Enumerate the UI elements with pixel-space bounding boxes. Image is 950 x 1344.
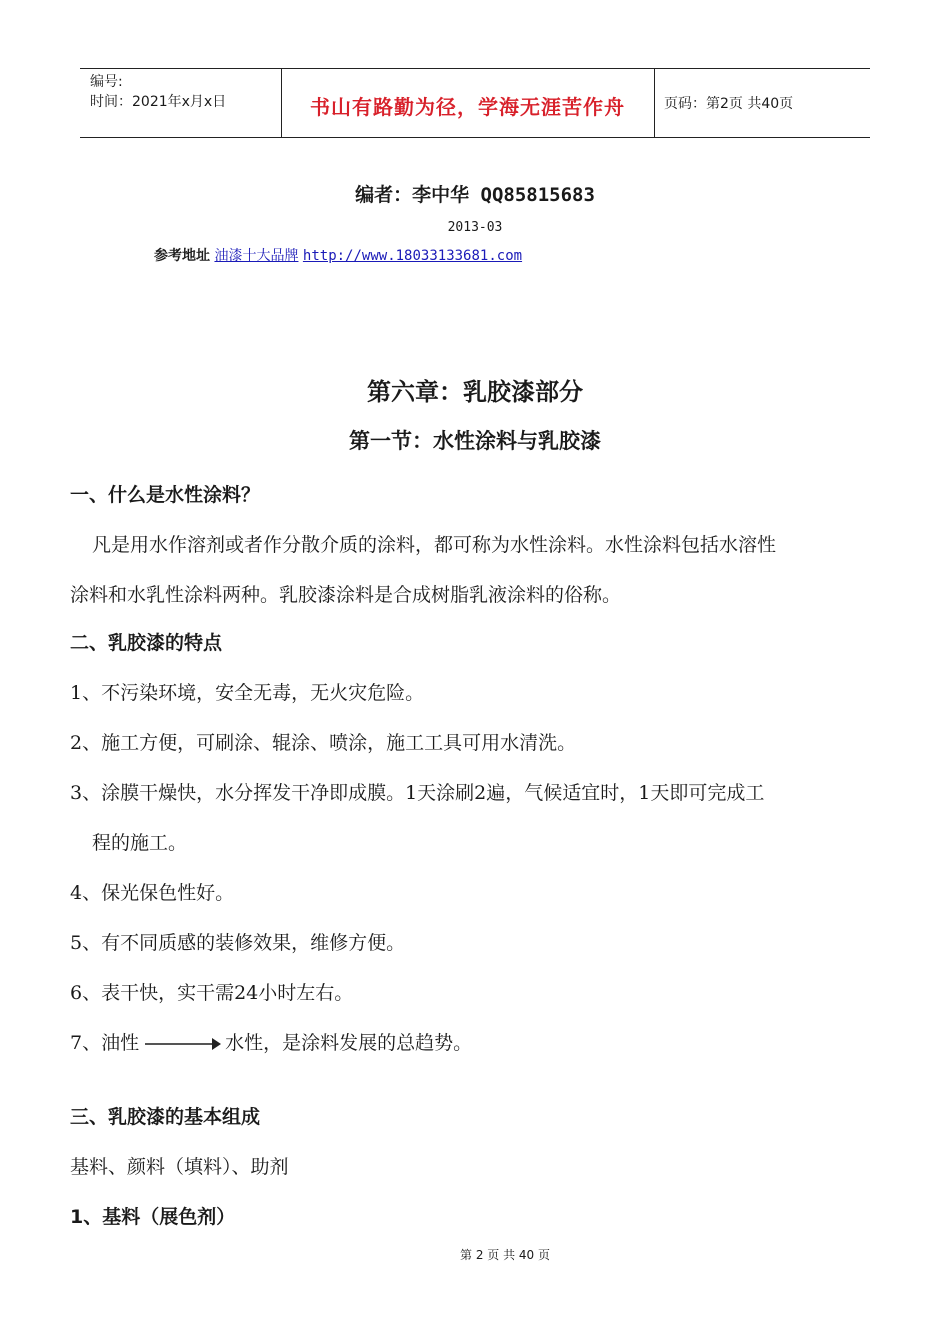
reference-brand-link[interactable]: 油漆十大品牌	[214, 248, 299, 264]
feature-item: 1、不污染环境，安全无毒，无火灾危险。	[70, 682, 425, 704]
feature-item: 3、涂膜干燥快，水分挥发干净即成膜。1天涂刷2遍，气候适宜时，1天即可完成工	[70, 782, 765, 804]
feature-item: 5、有不同质感的装修效果，维修方便。	[70, 932, 406, 954]
reference-label: 参考地址	[154, 248, 210, 264]
header-page-info: 页码：第2页 共40页	[664, 96, 794, 112]
part3-line: 基料、颜料（填料）、助剂	[70, 1156, 289, 1178]
trend-left-text: 7、油性	[70, 1032, 140, 1054]
trend-right-text: 水性，是涂料发展的总趋势。	[225, 1032, 473, 1054]
publish-date: 2013-03	[447, 220, 503, 235]
part1-heading: 一、什么是水性涂料？	[70, 484, 261, 506]
section-title: 第一节：水性涂料与乳胶漆	[349, 429, 601, 453]
feature-item-continuation: 程的施工。	[92, 832, 188, 854]
part3-subheading: 1、基料（展色剂）	[70, 1206, 236, 1228]
page-footer: 第 2 页 共 40 页	[460, 1248, 550, 1262]
header-meta	[90, 72, 226, 112]
feature-item-trend	[70, 1028, 472, 1055]
chapter-title: 第六章：乳胶漆部分	[367, 378, 583, 406]
author-line: 编者：李中华 QQ85815683	[355, 184, 595, 206]
reference-url-link[interactable]: http://www.18033133681.com	[302, 248, 523, 264]
header-motto: 书山有路勤为径，学海无涯苦作舟	[310, 95, 625, 119]
feature-item: 6、表干快，实干需24小时左右。	[70, 982, 354, 1004]
right-arrow-icon	[145, 1043, 219, 1045]
part2-heading: 二、乳胶漆的特点	[70, 632, 223, 654]
feature-item: 2、施工方便，可刷涂、辊涂、喷涂，施工工具可用水清洗。	[70, 732, 577, 754]
part3-heading: 三、乳胶漆的基本组成	[70, 1106, 261, 1128]
time-label: 时间：2021年x月x日	[90, 94, 227, 110]
part1-paragraph-line: 凡是用水作溶剂或者作分散介质的涂料，都可称为水性涂料。水性涂料包括水溶性	[92, 534, 777, 556]
feature-item: 4、保光保色性好。	[70, 882, 235, 904]
document-header	[80, 68, 870, 138]
code-label: 编号:	[90, 74, 123, 90]
part1-paragraph-line: 涂料和水乳性涂料两种。乳胶漆涂料是合成树脂乳液涂料的俗称。	[70, 584, 622, 606]
reference-line	[154, 245, 522, 265]
